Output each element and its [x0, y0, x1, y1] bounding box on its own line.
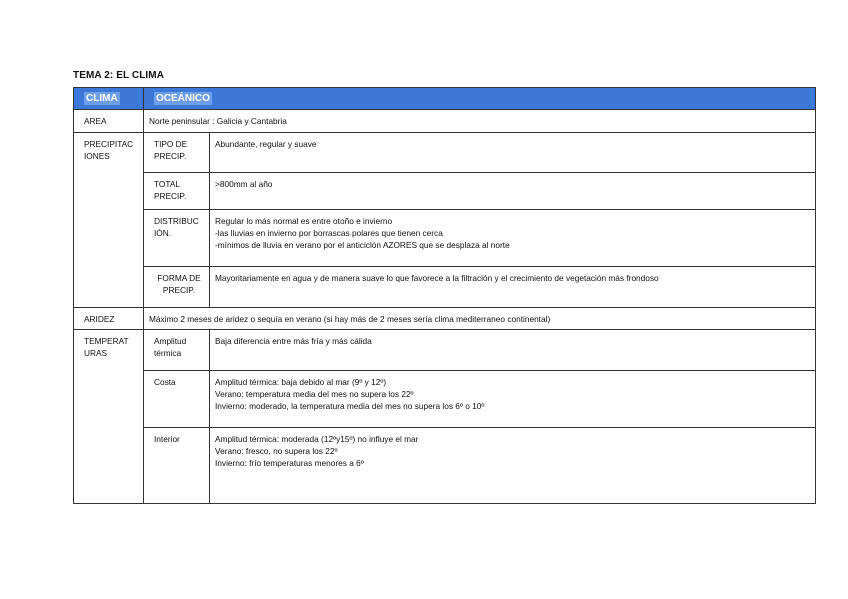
table-row-precip-total [74, 173, 816, 210]
header-oceanico-cell [144, 88, 816, 110]
precip-total-label: TOTAL PRECIP. [144, 173, 210, 210]
text-line: -las lluvias en invierno por borrascas polares que tienen cerca [215, 228, 443, 238]
temp-interior-label: Interior [144, 428, 210, 504]
table-row-precip-tipo [74, 133, 816, 173]
temp-amplitud-label: Amplitud térmica [144, 330, 210, 371]
precip-tipo-label: TIPO DE PRECIP. [144, 133, 210, 173]
text-line: Verano: fresco, no supera los 22º [215, 446, 338, 456]
table-row-temp-interior [74, 428, 816, 504]
header-clima-label: CLIMA [86, 92, 118, 104]
text-line: Invierno: frío temperaturas menores a 6º [215, 458, 364, 468]
climate-table [73, 87, 816, 504]
table-row-temp-costa [74, 371, 816, 428]
table-row-precip-forma [74, 267, 816, 308]
precip-tipo-value [210, 133, 816, 173]
precip-total-value [210, 173, 816, 210]
text-line: Amplitud térmica: moderada (12ºy15º) no influye el mar [215, 434, 419, 444]
precip-forma-value [210, 267, 816, 308]
text-line: Verano: temperatura media del mes no supera los 22º [215, 389, 414, 399]
precip-distribucion-value [210, 210, 816, 267]
aridez-label: ARIDEZ [74, 308, 144, 330]
table-row-precip-distribucion [74, 210, 816, 267]
precipitaciones-label: PRECIPITAC IONES [74, 133, 144, 308]
temp-amplitud-value [210, 330, 816, 371]
document-title: TEMA 2: EL CLIMA [73, 70, 165, 81]
temp-costa-value [210, 371, 816, 428]
header-clima-cell [74, 88, 144, 110]
table-row-area [74, 110, 816, 133]
aridez-value: Máximo 2 meses de aridez o sequía en verano (si hay más de 2 meses sería clima mediterraneo continental) [144, 308, 816, 330]
text-line: -mínimos de lluvia en verano por el anticiclón AZORES que se desplaza al norte [215, 240, 510, 250]
text-line: Amplitud térmica: baja debido al mar (9º y 12º) [215, 377, 387, 387]
text-line: Baja diferencia entre más fría y más cálida [215, 336, 372, 346]
table-row-temp-amplitud [74, 330, 816, 371]
table-row-aridez [74, 308, 816, 330]
text-line: Regular lo más normal es entre otoño e invierno [215, 216, 393, 226]
temperaturas-label: TEMPERAT URAS [74, 330, 144, 504]
temp-costa-label: Costa [144, 371, 210, 428]
table-header-row [74, 88, 816, 110]
text-line: Abundante, regular y suave [215, 139, 317, 149]
area-label: AREA [74, 110, 144, 133]
area-value: Norte peninsular : Galicia y Cantabria [144, 110, 816, 133]
header-oceanico-label: OCEÁNICO [156, 92, 210, 104]
text-line: Mayoritariamente en agua y de manera suave lo que favorece a la filtración y el crecimiento de vegetación más frondoso [215, 273, 659, 283]
precip-distribucion-label: DISTRIBUC IÓN. [144, 210, 210, 267]
temp-interior-value [210, 428, 816, 504]
text-line: >800mm al año [215, 179, 273, 189]
precip-forma-label: FORMA DE PRECIP. [144, 267, 210, 308]
text-line: Invierno: moderado, la temperatura media del mes no supera los 6º o 10º [215, 401, 485, 411]
